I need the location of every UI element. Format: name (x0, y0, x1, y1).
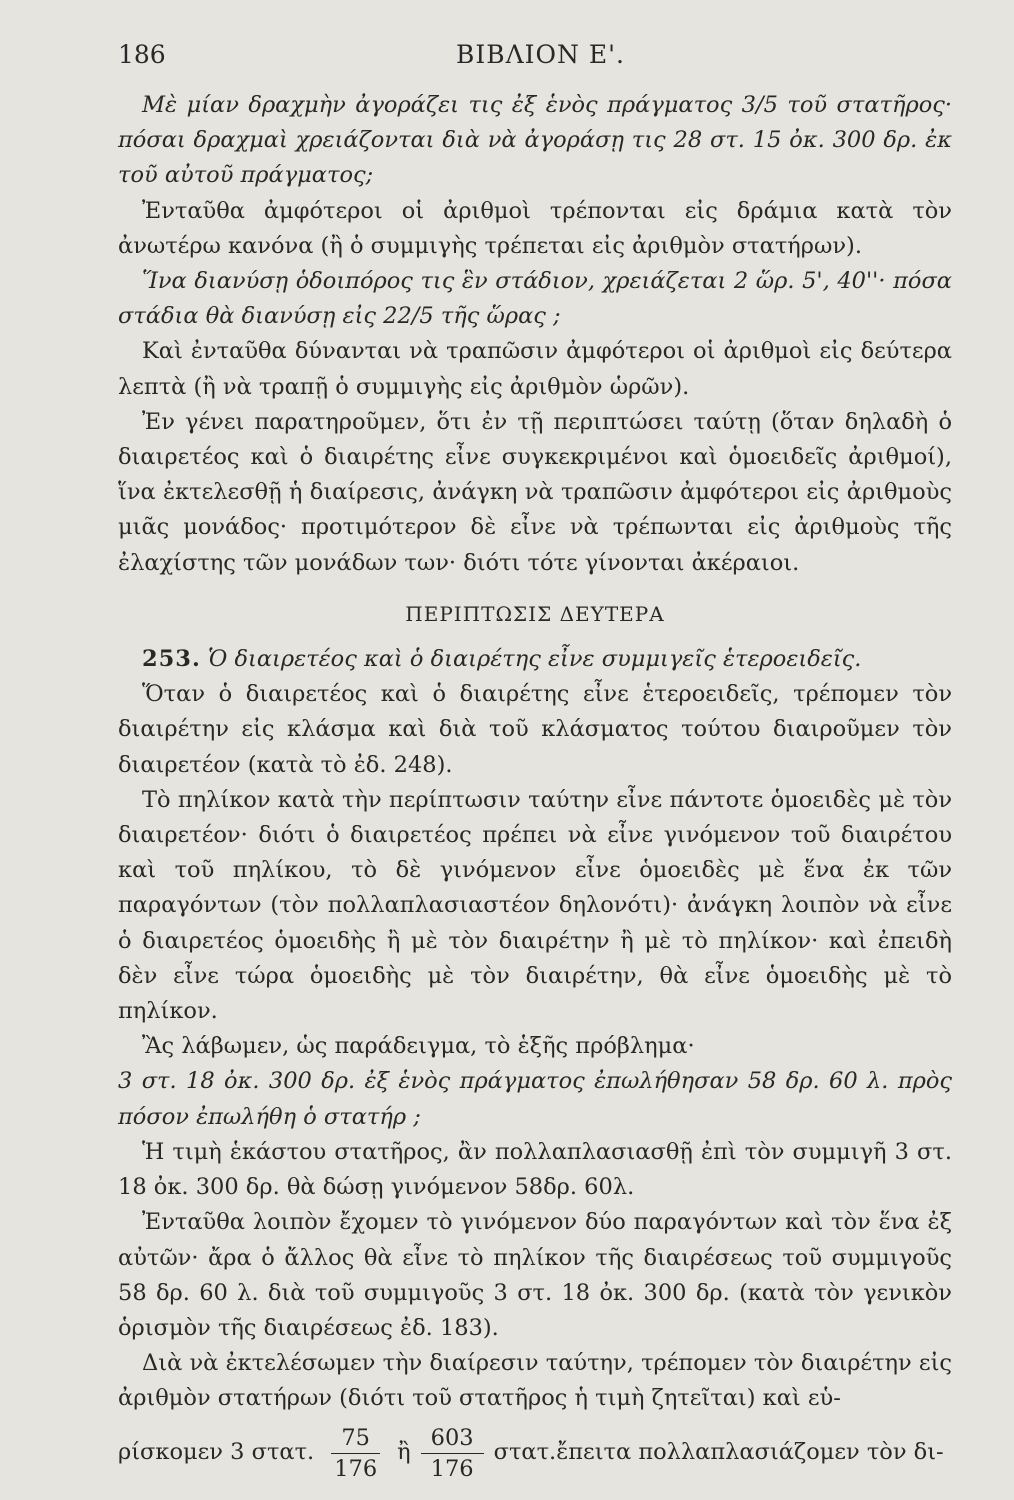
paragraph-example-factors: Ἐνταῦθα λοιπὸν ἔχομεν τὸ γινόμενον δύο παραγόντων καὶ τὸν ἕνα ἐξ αὐτῶν· ἄρα ὁ ἄλλος θὰ εἶνε τὸ πηλίκον τῆς διαιρέσεως τοῦ συμμιγοῦς 58 δρ. 60 λ. διὰ τοῦ συμμιγοῦς 3 στ. 18 ὀκ. 300 δρ. (κατὰ τὸν γενικὸν ὁρισμὸν τῆς διαιρέσεως ἐδ. 183). (118, 1209, 952, 1341)
paragraph-rule: Ὅταν ὁ διαιρετέος καὶ ὁ διαιρέτης εἶνε ἑτεροειδεῖς, τρέπομεν τὸν διαιρέτην εἰς κλάσμα καὶ διὰ τοῦ κλάσματος τούτου διαιροῦμεν τὸν διαιρετέον (κατὰ τὸ ἐδ. 248). (118, 681, 952, 778)
paragraph-problem-2: Ἵνα διανύσῃ ὁδοιπόρος τις ἓν στάδιον, χρειάζεται 2 ὥρ. 5', 40''· πόσα στάδια θὰ διανύσῃ εἰς 22/5 τῆς ὥρας ; (118, 268, 952, 330)
paragraph-explanation-2: Καὶ ἐνταῦθα δύνανται νὰ τραπῶσιν ἀμφότεροι οἱ ἀριθμοὶ εἰς δεύτερα λεπτὰ (ἢ νὰ τραπῇ ὁ συμμιγὴς εἰς ἀριθμὸν ὡρῶν). (118, 338, 952, 400)
paragraph-problem-1: Μὲ μίαν δραχμὴν ἀγοράζει τις ἐξ ἑνὸς πράγματος 3/5 τοῦ στατῆρος· πόσαι δραχμαὶ χρειάζονται διὰ νὰ ἀγοράσῃ τις 28 στ. 15 ὀκ. 300 δρ. ἐκ τοῦ αὐτοῦ πράγματος; (118, 92, 952, 189)
fraction-or: ἢ (397, 1439, 411, 1466)
fraction-1-numerator: 75 (331, 1423, 380, 1454)
fraction-suffix: στατ.ἔπειτα πολλαπλασιάζομεν τὸν δι- (493, 1439, 944, 1466)
fraction-line (118, 1423, 952, 1484)
section-title-line (118, 642, 952, 677)
paragraph-example-problem: 3 στ. 18 ὀκ. 300 δρ. ἐξ ἑνὸς πράγματος ἐπωλήθησαν 58 δρ. 60 λ. πρὸς πόσον ἐπωλήθη ὁ στατήρ ; (118, 1068, 952, 1130)
fraction-2 (421, 1423, 484, 1484)
page-number: 186 (118, 40, 166, 69)
section-title: Ὁ διαιρετέος καὶ ὁ διαιρέτης εἶνε συμμιγεῖς ἑτεροειδεῖς. (207, 646, 862, 673)
page-header (118, 40, 952, 80)
running-title: ΒΙΒΛΙΟΝ Ε'. (456, 40, 625, 69)
paragraph-example-division: Διὰ νὰ ἐκτελέσωμεν τὴν διαίρεσιν ταύτην, τρέπομεν τὸν διαιρέτην εἰς ἀριθμὸν στατήρων (διότι τοῦ στατῆρος ἡ τιμὴ ζητεῖται) καὶ εὑ- (118, 1350, 952, 1412)
fraction-1 (324, 1423, 387, 1484)
paragraph-quotient: Τὸ πηλίκον κατὰ τὴν περίπτωσιν ταύτην εἶνε πάντοτε ὁμοειδὲς μὲ τὸν διαιρετέον· διότι ὁ διαιρετέος πρέπει νὰ εἶνε γινόμενον τοῦ διαιρέτου καὶ τοῦ πηλίκου, τὸ δὲ γινόμενον εἶνε ὁμοειδὲς μὲ ἕνα ἐκ τῶν παραγόντων (τὸν πολλαπλασιαστέον δηλονότι)· ἀνάγκη λοιπὸν νὰ εἶνε ὁ διαιρετέος ὁμοειδὴς ἢ μὲ τὸν διαιρέτην ἢ μὲ τὸ πηλίκον· καὶ ἐπειδὴ δὲν εἶνε τώρα ὁμοειδὴς μὲ τὸν διαιρέτην, θὰ εἶνε ὁμοειδὴς μὲ τὸ πηλίκον. (118, 786, 952, 1025)
section-heading: ΠΕΡΙΠΤΩΣΙΣ ΔΕΥΤΕΡΑ (405, 601, 665, 626)
fraction-2-denominator: 176 (430, 1455, 474, 1482)
fraction-2-numerator: 603 (421, 1423, 484, 1454)
paragraph-explanation-1: Ἐνταῦθα ἀμφότεροι οἱ ἀριθμοὶ τρέπονται εἰς δράμια κατὰ τὸν ἀνωτέρω κανόνα (ἢ ὁ συμμιγὴς τρέπεται εἰς ἀριθμὸν στατήρων). (118, 197, 952, 259)
paragraph-general-rule: Ἐν γένει παρατηροῦμεν, ὅτι ἐν τῇ περιπτώσει ταύτῃ (ὅταν δηλαδὴ ὁ διαιρετέος καὶ ὁ διαιρέτης εἶνε συγκεκριμένοι καὶ ὁμοειδεῖς ἀριθμοί), ἵνα ἐκτελεσθῇ ἡ διαίρεσις, ἀνάγκη νὰ τραπῶσιν ἀμφότεροι εἰς ἀριθμοὺς μιᾶς μονάδος· προτιμότερον δὲ εἶνε νὰ τρέπωνται εἰς ἀριθμοὺς τῆς ἐλαχίστης τῶν μονάδων των· διότι τότε γίνονται ἀκέραιοι. (118, 408, 952, 576)
page-body (118, 88, 952, 1484)
paragraph-example-price: Ἡ τιμὴ ἑκάστου στατῆρος, ἂν πολλαπλασιασθῇ ἐπὶ τὸν συμμιγῆ 3 στ. 18 ὀκ. 300 δρ. θὰ δώσῃ γινόμενον 58δρ. 60λ. (118, 1138, 952, 1201)
fraction-prefix: ρίσκομεν 3 στατ. (118, 1439, 315, 1466)
fraction-1-denominator: 176 (334, 1455, 378, 1482)
section-number: 253. (142, 646, 201, 673)
paragraph-example-intro: Ἂς λάβωμεν, ὡς παράδειγμα, τὸ ἑξῆς πρόβλημα· (142, 1033, 695, 1060)
